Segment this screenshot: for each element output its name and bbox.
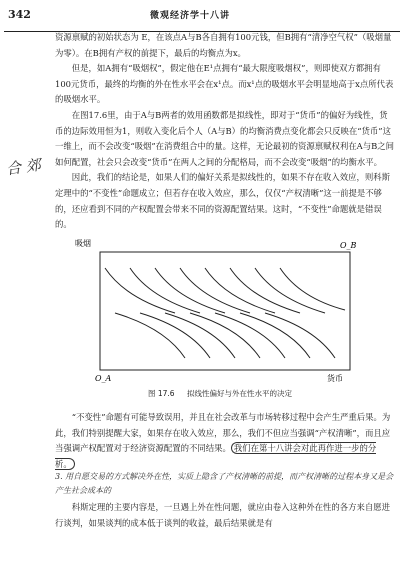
figure-caption [55,388,395,399]
paragraph: 但是，如A拥有“吸烟权”，假定他在E¹点拥有“最大限度吸烟权”，则即使双方都拥有100元货币，最终的均衡的外在性水平会在x¹点。而x¹点的吸烟水平会明显地高于x点所代表的吸烟水平。 [55,63,394,105]
paragraph-text: “不变性”命题有可能导致误用，并且在社会改革与市场转移过程中会产生严重后果。为此，我们特别提醒大家，如果存在收入效应，那么，我们不但应当强调“产权清晰”，而且应当强调产权配置对于经济资源配置的不同结果。 [55,412,391,454]
handwritten-annotation: 3. 用自愿交易的方式解决外在性，实质上隐含了产权清晰的前提，而产权清晰的过程本身又是会产生社会成本的 [55,472,394,495]
paragraph: 科斯定理的主要内容是，一旦遇上外在性问题，就应由卷入这种外在性的各方来自愿进行谈判，如果谈判的成本低于谈判的收益，最后结果就是有 [55,502,391,528]
running-title: 微观经济学十八讲 [150,11,231,21]
figure-number: 图 17.6 [148,389,175,398]
paragraph: 因此，我们的结论是，如果人们的偏好关系是拟线性的，如果不存在收入效应，则科斯定理中的“不变性”命题成立；但若存在收入效应，那么，仅仅“产权清晰”这一前提是不够的，还应看到不同的产权配置会带来不同的资源配置结果。这时，“不变性”命题就是错误的。 [55,172,391,230]
box-frame [100,252,350,370]
x-axis-label: 货币 [327,374,343,383]
indifference-curves-a [105,268,345,313]
indifference-curves-b [115,313,335,358]
edgeworth-box-figure [55,238,395,388]
circled-sentence: 我们在第十八讲会对此再作进一步的分析。 [55,443,377,469]
y-axis-label: 吸烟 [75,239,91,248]
figure-title: 拟线性偏好与外在性水平的决定 [186,389,292,398]
handwritten-margin-note: 合 郊 [4,155,42,179]
body-bottom [55,500,395,531]
paragraph: 资源禀赋的初始状态为 E，在该点A与B各自拥有100元钱，但B拥有“清净空气权”（吸烟量为零）。在B拥有产权的前提下，最后的均衡点为x。 [55,32,392,58]
page-number: 342 [8,8,31,21]
origin-a-label: O_A [95,374,112,383]
origin-b-label: O_B [340,241,357,250]
paragraph: 在图17.6里，由于A与B两者的效用函数都是拟线性，即对于“货币”的偏好为线性，货币的边际效用恒为1，则收入变化后个人（A与B）的均衡消费点变化都会只反映在“货币”这一维上，而不会改变“吸烟”在消费组合中的量。这样，无论最初的资源禀赋权利在A与B之间如何配置，社会只会改变“货币”在两人之间的分配格局，而不会改变“吸烟”的均衡水平。 [55,109,395,167]
body-middle [55,410,395,472]
body-top [55,30,395,233]
paragraph [55,410,395,472]
page-header [0,8,400,26]
